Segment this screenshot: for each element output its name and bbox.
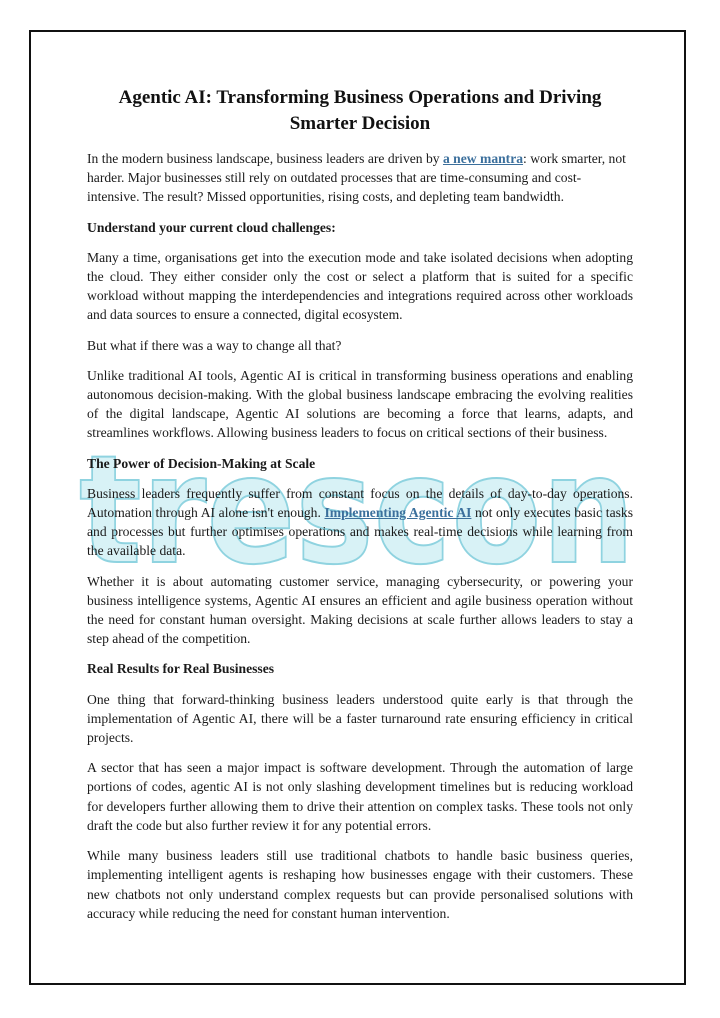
paragraph-forward-thinking: One thing that forward-thinking business leaders understood quite early is that through the implementation of Agentic AI, there will be a faster turnaround rate ensuring efficiency in critical projects. <box>87 691 633 746</box>
paragraph-automation: Whether it is about automating customer service, managing cybersecurity, or powering your business intelligence systems, Agentic AI ensures an efficient and agile business operation without the need for constant human oversight. Making decisions at scale further allows leaders to stay a step ahead of the competition. <box>87 573 633 647</box>
decision-text-end: not only executes basic tasks and processes but further optimises operations and makes real-time decisions while learning from the available data. <box>87 505 633 559</box>
article-title: Agentic AI: Transforming Business Operations and Driving Smarter Decision <box>118 87 602 134</box>
intro-text-start: In the modern business landscape, business leaders are driven by <box>87 151 443 166</box>
paragraph-chatbots: While many business leaders still use traditional chatbots to handle basic business queries, implementing intelligent agents is reshaping how businesses engage with their customers. These new chatbots not only understand complex requests but can provide personalised solutions with accuracy while reducing the need for constant human intervention. <box>87 848 633 921</box>
new-mantra-link[interactable]: a new mantra <box>442 151 524 166</box>
decision-text-start: Business leaders frequently suffer from constant focus on the details of day-to-day operations. Automation through AI alone isn't enough. <box>87 485 633 521</box>
heading-cloud-challenges: Understand your current cloud challenges: <box>87 219 336 235</box>
paragraph-cloud: Many a time, organisations get into the execution mode and take isolated decisions when adopting the cloud. They either consider only the cost or select a platform that is suited for a specific workload without mapping the interdependencies and integrations required across other workloads and data sources to ensure a connected, digital ecosystem. <box>87 249 633 323</box>
paragraph-software-dev: A sector that has seen a major impact is software development. Through the automation of large portions of codes, agentic AI is not only slashing development timelines but is reducing workload for developers further allowing them to drive their attention on complex tasks. These tools not only draft the code but also further review it for any potential errors. <box>87 760 633 833</box>
paragraph-agentic-ai: Unlike traditional AI tools, Agentic AI is critical in transforming business operations and enabling autonomous decision-making. With the global business landscape embracing the evolving realities of the digital landscape, Agentic AI solutions are becoming a force that learns, adapts, and streamlines workflows. Allowing business leaders to focus on critical sections of their business. <box>87 367 633 441</box>
paragraph-intro <box>87 149 633 207</box>
watermark-text: trescon <box>79 446 635 576</box>
implementing-agentic-ai-link[interactable]: Implementing Agentic AI <box>324 505 472 521</box>
heading-decision-making: The Power of Decision-Making at Scale <box>87 455 316 471</box>
intro-text-end: : work smarter, not harder. Major businesses still rely on outdated processes that are time-consuming and cost-intensive. The result? Missed opportunities, rising costs, and depleting team bandwidth. <box>87 151 626 205</box>
paragraph-question: But what if there was a way to change all that? <box>87 337 342 353</box>
heading-real-results: Real Results for Real Businesses <box>87 661 275 677</box>
article <box>87 85 633 934</box>
paragraph-decision-scale <box>87 484 633 561</box>
